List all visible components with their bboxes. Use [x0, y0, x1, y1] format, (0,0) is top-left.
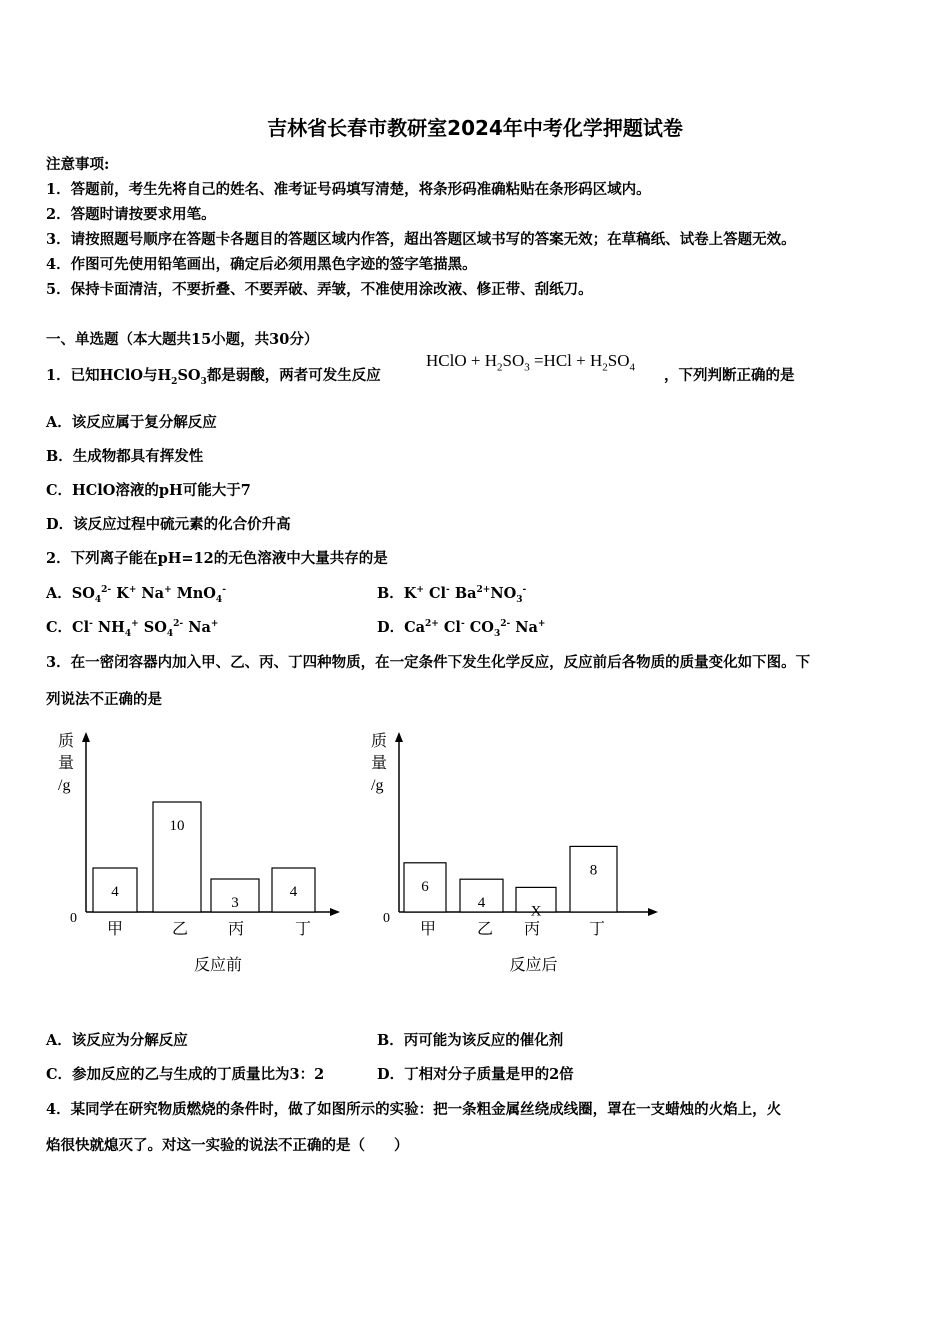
y-axis-arrow	[82, 732, 90, 742]
q1-option-b: B．生成物都具有挥发性	[46, 448, 204, 465]
q1-stem-suffix: ，下列判断正确的是	[664, 367, 795, 384]
q3-stem-line2: 列说法不正确的是	[46, 691, 162, 708]
q1-option-d: D．该反应过程中硫元素的化合价升高	[46, 516, 291, 533]
chart-after	[371, 732, 658, 974]
q1-option-a: A．该反应属于复分解反应	[46, 414, 217, 431]
x-axis-arrow	[330, 908, 340, 916]
notice-item: 5．保持卡面清洁，不要折叠、不要弄破、弄皱，不准使用涂改液、修正带、刮纸刀。	[46, 281, 593, 298]
y-axis-arrow	[395, 732, 403, 742]
q3-option-c: C．参加反应的乙与生成的丁质量比为3：2	[46, 1066, 325, 1083]
q1-option-c: C．HClO溶液的pH可能大于7	[46, 482, 251, 499]
q1-reaction-formula: HClO + $H_2SO_3 =HCl + H_2SO_4$	[426, 351, 635, 374]
bar	[570, 846, 617, 912]
notice-heading: 注意事项:	[46, 156, 110, 173]
y-axis-label: /g	[58, 777, 71, 794]
x-axis-arrow	[648, 908, 658, 916]
q1-stem: 1．已知HClO与$H_2SO_3$都是弱酸，两者可发生反应	[46, 367, 381, 387]
chart-before	[58, 732, 340, 974]
bar-value-label: 6	[421, 878, 429, 895]
y-axis-label: 质	[58, 733, 75, 750]
q2-stem: 2．下列离子能在pH=12的无色溶液中大量共存的是	[46, 550, 388, 567]
origin-label: 0	[383, 911, 390, 926]
bar-value-label: 4	[289, 884, 298, 900]
category-label: 丙	[523, 921, 541, 938]
category-label: 丁	[294, 921, 312, 938]
category-label: 乙	[171, 921, 189, 938]
q2-option-b: B．K+ Cl- $Ba^{2+}NO_3^-$	[377, 585, 527, 605]
bar-value-label: X	[530, 903, 542, 920]
section-heading: 一、单选题（本大题共15小题，共30分）	[46, 331, 319, 348]
category-label: 甲	[106, 921, 124, 938]
bar-value-label: 4	[477, 895, 486, 912]
y-axis-label: /g	[371, 777, 384, 794]
bar-value-label: 10	[169, 818, 185, 834]
notice-item: 1．答题前，考生先将自己的姓名、准考证号码填写清楚，将条形码准确粘贴在条形码区域内。	[46, 181, 651, 198]
notice-item: 2．答题时请按要求用笔。	[46, 206, 216, 223]
q2-option-c: C．Cl- $NH_4^+$ $SO_4^{2-}$ Na+	[46, 619, 219, 639]
bar-value-label: 4	[111, 884, 119, 900]
q2-option-a: A．$SO_4^{2-}$ K+ Na+ MnO$_4$-	[46, 585, 226, 605]
y-axis-label: 质	[371, 733, 388, 750]
q3-stem-line1: 3．在一密闭容器内加入甲、乙、丙、丁四种物质，在一定条件下发生化学反应，反应前后各物质的质量变化如下图。下	[46, 654, 811, 671]
origin-label: 0	[70, 911, 77, 926]
category-label: 丙	[227, 921, 245, 938]
page-title: 吉林省长春市教研室2024年中考化学押题试卷	[267, 116, 683, 140]
q2-option-d: D．$Ca^{2+}$ Cl- $CO_3^{2-}$ Na+	[377, 619, 546, 639]
q3-option-a: A．该反应为分解反应	[46, 1032, 188, 1049]
chart-title: 反应后	[509, 957, 558, 974]
notice-item: 3．请按照题号顺序在答题卡各题目的答题区域内作答，超出答题区域书写的答案无效；在草稿纸、试卷上答题无效。	[46, 231, 796, 248]
q3-charts	[40, 722, 680, 992]
y-axis-label: 量	[58, 755, 75, 772]
q4-stem-line1: 4．某同学在研究物质燃烧的条件时，做了如图所示的实验：把一条粗金属丝绕成线圈，罩在一支蜡烛的火焰上，火	[46, 1101, 782, 1118]
bar-value-label: 3	[231, 895, 239, 911]
q3-option-b: B．丙可能为该反应的催化剂	[377, 1032, 564, 1049]
q4-stem-line2: 焰很快就熄灭了。对这一实验的说法不正确的是（ ）	[46, 1137, 409, 1154]
notice-item: 4．作图可先使用铅笔画出，确定后必须用黑色字迹的签字笔描黑。	[46, 256, 477, 273]
q3-option-d: D．丁相对分子质量是甲的2倍	[377, 1066, 574, 1083]
bar-value-label: 8	[589, 862, 598, 879]
chart-title: 反应前	[193, 957, 243, 974]
category-label: 丁	[588, 921, 606, 938]
y-axis-label: 量	[371, 755, 388, 772]
category-label: 甲	[419, 921, 437, 938]
category-label: 乙	[476, 921, 494, 938]
